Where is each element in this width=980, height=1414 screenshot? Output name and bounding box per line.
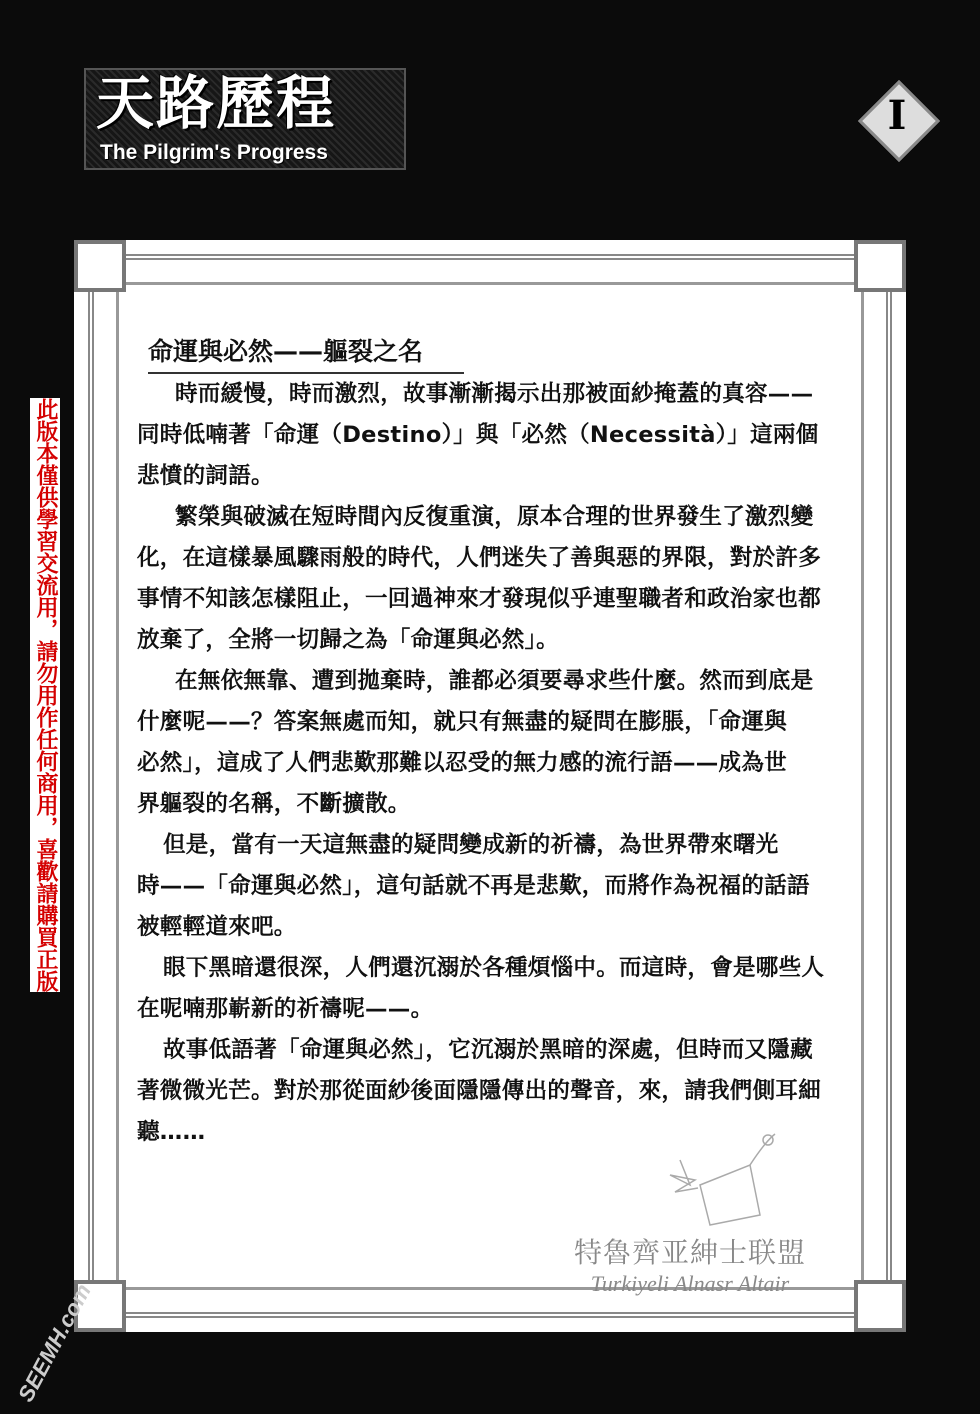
text-line: 著微微光芒。對於那從面紗後面隱隱傳出的聲音，來，請我們側耳細 (137, 1078, 822, 1104)
text-line: 在呢喃那嶄新的祈禱呢——。 (137, 996, 434, 1022)
text-line: 界軀裂的名稱，不斷擴散。 (137, 791, 411, 817)
text-line: 時而緩慢，時而激烈，故事漸漸揭示出那被面紗掩蓋的真容—— (175, 381, 814, 407)
volume-number: I (887, 92, 907, 139)
series-title-en: The Pilgrim's Progress (100, 141, 328, 164)
text-line: 什麼呢——？答案無處而知，就只有無盡的疑問在膨脹，「命運與 (137, 709, 787, 735)
volume-badge (860, 82, 934, 156)
text-line: 放棄了，全將一切歸之為「命運與必然」。 (137, 627, 559, 653)
frame-corner-ornament (854, 240, 906, 292)
site-watermark: SEEMH.com (12, 1279, 96, 1406)
text-line: 必然」，這成了人們悲歎那難以忍受的無力感的流行語——成為世 (137, 750, 787, 776)
series-logo (84, 68, 406, 170)
text-line: 事情不知該怎樣阻止，一回過神來才發現似乎連聖職者和政治家也都 (137, 586, 822, 612)
group-name-en: Turkiyeli Alnasr Altair (590, 1271, 790, 1296)
copyright-notice: 此版本僅供學習交流用，請勿用作任何商用，喜歡請購買正版 (30, 398, 60, 992)
article-body (137, 374, 877, 1153)
text-line: 繁榮與破滅在短時間內反復重演，原本合理的世界發生了激烈變 (175, 504, 814, 530)
text-line: 眼下黑暗還很深，人們還沉溺於各種煩惱中。而這時，會是哪些人 (163, 955, 825, 981)
text-line: 化，在這樣暴風驟雨般的時代，人們迷失了善與惡的界限，對於許多 (137, 545, 822, 571)
text-line: 在無依無靠、遭到拋棄時，誰都必須要尋求些什麼。然而到底是 (175, 668, 814, 694)
text-line: 時——「命運與必然」，這句話就不再是悲歎，而將作為祝福的話語 (137, 873, 810, 899)
frame-corner-ornament (74, 240, 126, 292)
text-line: 同時低喃著「命運（Destino）」與「必然（Necessità）」這兩個 (137, 422, 819, 448)
article-title: 命運與必然——軀裂之名 (148, 332, 464, 374)
text-line: 故事低語著「命運與必然」，它沉溺於黑暗的深處，但時而又隱藏 (163, 1037, 813, 1063)
series-title-cn: 天路歷程 (96, 69, 337, 137)
text-line: 被輕輕道來吧。 (137, 914, 297, 940)
text-line: 但是，當有一天這無盡的疑問變成新的祈禱，為世界帶來曙光 (163, 832, 779, 858)
emblem-illustration (640, 1130, 780, 1230)
text-line: 聽…… (137, 1119, 206, 1145)
scanlation-group-logo (560, 1236, 820, 1298)
frame-corner-ornament (854, 1280, 906, 1332)
group-name-cn: 特魯齊亚紳士联盟 (573, 1236, 806, 1269)
text-line: 悲憤的詞語。 (137, 463, 274, 489)
